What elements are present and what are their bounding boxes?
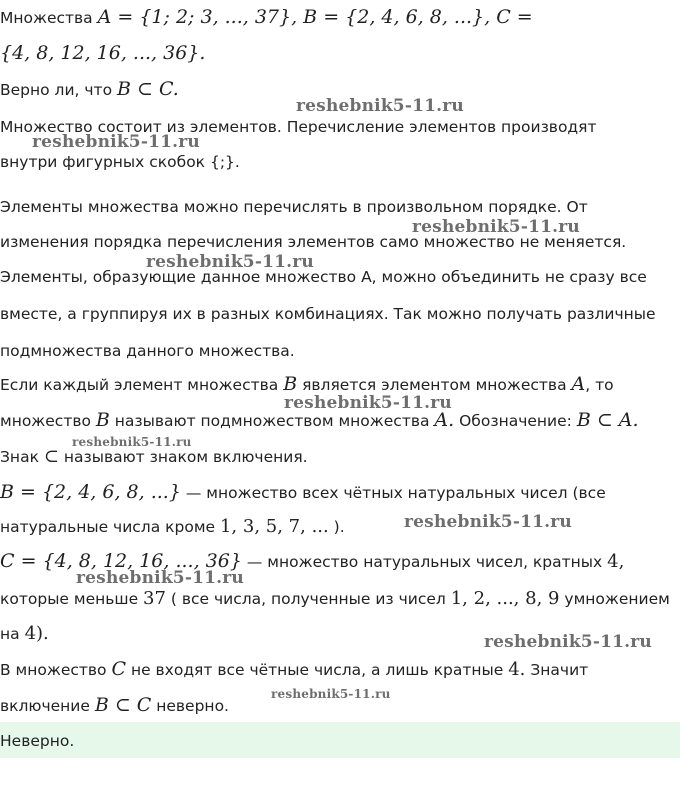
watermark: reshebnik5-11.ru bbox=[32, 132, 200, 152]
math-number: 37 bbox=[143, 588, 166, 609]
text: — множество натуральных чисел, кратных bbox=[241, 553, 608, 571]
solution-line bbox=[0, 658, 588, 681]
text: на bbox=[0, 625, 25, 643]
watermark: reshebnik5-11.ru bbox=[271, 687, 391, 701]
math-number: 4, bbox=[607, 551, 625, 572]
text: Если каждый элемент множества bbox=[0, 376, 284, 394]
math-inclusion: B ⊂ C bbox=[94, 694, 152, 716]
text: называют подмножеством множества bbox=[109, 412, 435, 430]
text: Знак bbox=[0, 448, 44, 466]
text: Значит bbox=[525, 661, 589, 679]
watermark: reshebnik5-11.ru bbox=[72, 435, 192, 449]
text: не входят все чётные числа, а лишь кратные bbox=[126, 661, 509, 679]
math-numbers: 1, 2, ..., 8, 9 bbox=[450, 588, 560, 609]
subset-symbol: ⊂ bbox=[43, 446, 59, 467]
answer-box bbox=[0, 722, 680, 758]
problem-text: Множества bbox=[0, 9, 98, 27]
math-sets-ab: A = {1; 2; 3, ..., 37}, B = {2, 4, 6, 8, ...}, C = bbox=[97, 6, 533, 28]
watermark: reshebnik5-11.ru bbox=[404, 512, 572, 532]
math-numbers: 1, 3, 5, 7, ... bbox=[219, 516, 329, 537]
text: называют знаком включения. bbox=[58, 448, 308, 466]
solution-line: Элементы, образующие данное множество A, можно объединить не сразу все bbox=[0, 268, 647, 286]
math-var: B bbox=[95, 409, 110, 431]
solution-line: изменения порядка перечисления элементов само множество не меняется. bbox=[0, 233, 627, 251]
math-set-c: {4, 8, 12, 16, ..., 36}. bbox=[0, 42, 206, 64]
solution-line bbox=[0, 516, 345, 538]
solution-line: Элементы множества можно перечислять в произвольном порядке. От bbox=[0, 198, 588, 216]
text: неверно. bbox=[151, 697, 229, 715]
solution-line: внутри фигурных скобок {;}. bbox=[0, 153, 240, 171]
text: В множество bbox=[0, 661, 112, 679]
solution-line: вместе, а группируя их в разных комбинациях. Так можно получать различные bbox=[0, 305, 656, 323]
solution-line bbox=[0, 694, 229, 717]
math-var: C bbox=[111, 658, 127, 680]
solution-line: подмножества данного множества. bbox=[0, 342, 295, 360]
solution-line bbox=[0, 481, 606, 504]
math-var: A. bbox=[434, 409, 455, 431]
math-set-c: C = {4, 8, 12, 16, ..., 36} bbox=[0, 550, 242, 572]
watermark: reshebnik5-11.ru bbox=[412, 217, 580, 237]
text: включение bbox=[0, 697, 95, 715]
text: является элементом множества bbox=[297, 376, 572, 394]
watermark: reshebnik5-11.ru bbox=[76, 568, 244, 588]
math-number: 4. bbox=[508, 659, 526, 680]
watermark: reshebnik5-11.ru bbox=[284, 393, 452, 413]
watermark: reshebnik5-11.ru bbox=[484, 632, 652, 652]
solution-line: Множество состоит из элементов. Перечисление элементов производят bbox=[0, 118, 597, 136]
text: , то bbox=[585, 376, 614, 394]
problem-line-2 bbox=[0, 42, 205, 65]
text: натуральные числа кроме bbox=[0, 518, 220, 536]
problem-line-3 bbox=[0, 78, 179, 101]
text: Обозначение: bbox=[454, 412, 577, 430]
solution-line bbox=[0, 623, 49, 645]
solution-line bbox=[0, 588, 670, 610]
text: множество bbox=[0, 412, 96, 430]
math-var: B bbox=[283, 373, 298, 395]
text: которые меньше bbox=[0, 590, 144, 608]
watermark: reshebnik5-11.ru bbox=[146, 252, 314, 272]
text: ). bbox=[328, 518, 345, 536]
text: ( все числа, полученные из чисел bbox=[165, 590, 451, 608]
watermark: reshebnik5-11.ru bbox=[296, 96, 464, 116]
problem-question: Верно ли, что bbox=[0, 81, 117, 99]
math-inclusion: B ⊂ C. bbox=[116, 78, 179, 100]
answer-text: Неверно. bbox=[0, 732, 75, 750]
math-set-b: B = {2, 4, 6, 8, ...} bbox=[0, 481, 181, 503]
text: — множество всех чётных натуральных чисел (все bbox=[180, 484, 606, 502]
math-inclusion: B ⊂ A. bbox=[576, 409, 639, 431]
text: умножением bbox=[559, 590, 670, 608]
math-var: A bbox=[571, 373, 586, 395]
problem-line-1 bbox=[0, 6, 533, 29]
math-number: 4). bbox=[24, 623, 49, 644]
solution-line bbox=[0, 446, 308, 468]
